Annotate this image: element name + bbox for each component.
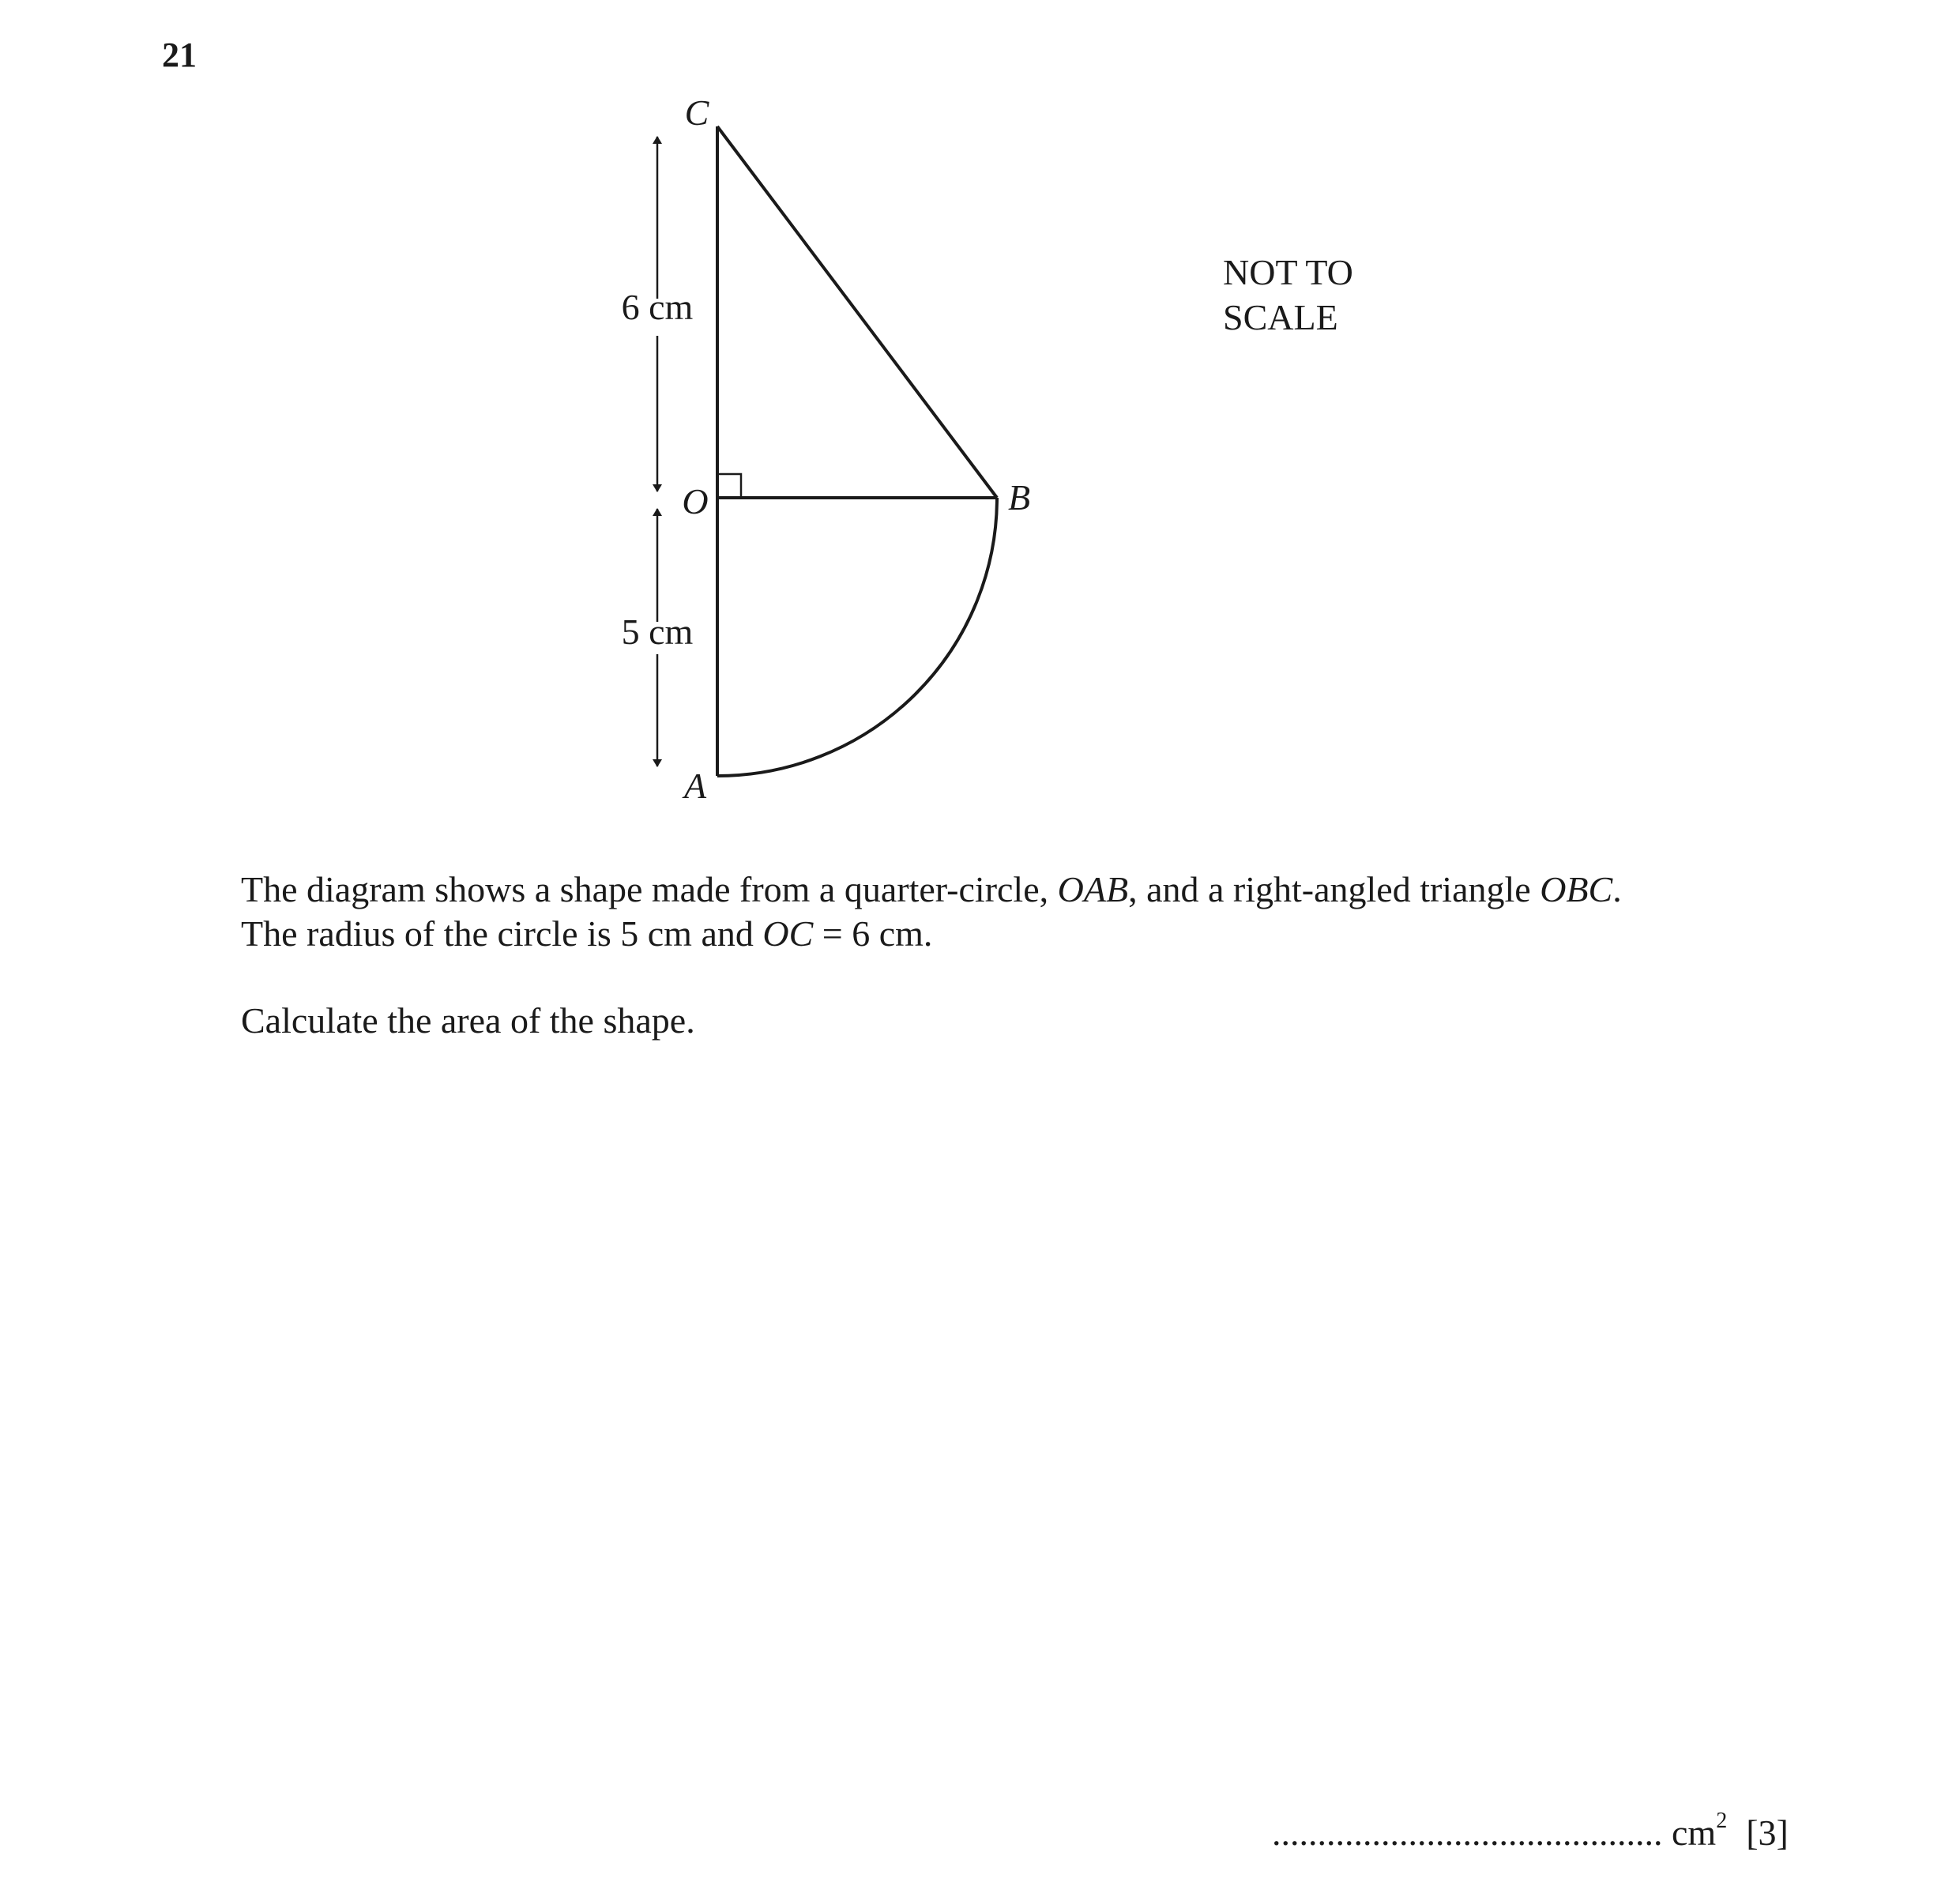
shape-diagram xyxy=(0,0,1960,841)
description-text: The radius of the circle is 5 cm and xyxy=(241,913,763,954)
vertex-label-o: O xyxy=(682,481,709,521)
answer-line xyxy=(1272,1809,1789,1857)
answer-dots[interactable]: ........................................... xyxy=(1272,1813,1663,1853)
note-line-1: NOT TO xyxy=(1223,252,1353,292)
diagram-svg xyxy=(0,0,1960,838)
vertex-label-b: B xyxy=(1007,477,1031,518)
shape-name-oab: OAB xyxy=(1057,869,1129,909)
segment-name-oc: OC xyxy=(762,913,814,954)
answer-unit: cm xyxy=(1672,1813,1717,1853)
description-text: , and a right-angled triangle xyxy=(1128,869,1541,909)
not-to-scale-note xyxy=(1223,250,1353,340)
dimension-label-oc: 6 cm xyxy=(621,287,694,327)
instruction-text: Calculate the area of the shape. xyxy=(241,1000,695,1041)
note-line-2: SCALE xyxy=(1223,297,1338,337)
marks-allocation: [3] xyxy=(1746,1813,1789,1853)
answer-unit-power: 2 xyxy=(1716,1809,1728,1833)
question-number: 21 xyxy=(162,36,197,74)
description-line-1 xyxy=(241,868,1622,912)
vertex-label-c: C xyxy=(684,92,709,133)
right-angle-marker xyxy=(717,474,741,498)
dimension-label-oa: 5 cm xyxy=(621,612,694,652)
description-text: The diagram shows a shape made from a quarter-circle, xyxy=(241,869,1058,909)
description-text: = 6 cm. xyxy=(813,913,933,954)
quarter-circle-arc xyxy=(717,498,997,776)
vertex-label-a: A xyxy=(683,766,707,806)
hypotenuse-cb xyxy=(717,126,997,498)
shape-name-obc: OBC xyxy=(1540,869,1613,909)
description-text: . xyxy=(1612,869,1622,909)
description-line-2 xyxy=(241,912,932,956)
